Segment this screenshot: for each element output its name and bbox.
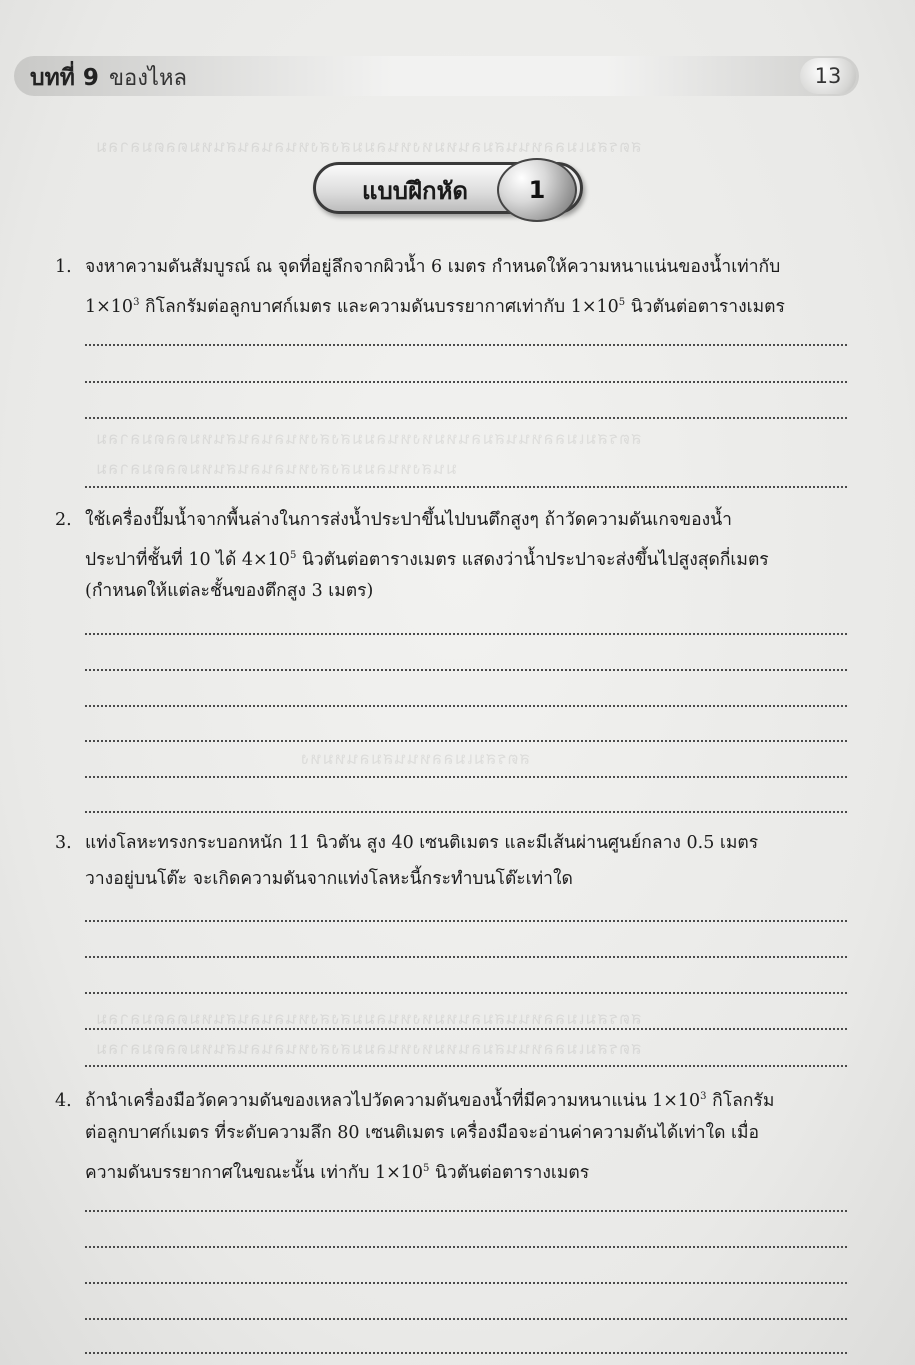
question-1: [55, 250, 780, 284]
answer-line[interactable]: [85, 1318, 847, 1320]
exercise-title: แบบฝึกหัด: [362, 176, 468, 205]
answer-line[interactable]: [85, 1282, 847, 1284]
question-text: [85, 1152, 589, 1190]
exponent: 5: [618, 297, 626, 308]
text-span: นิวตันต่อตารางเมตร: [625, 297, 785, 317]
text-span: นิวตันต่อตารางเมตร แสดงว่าน้ำประปาจะส่งขึ้นไปสูงสุดกี่เมตร: [296, 550, 769, 570]
answer-line[interactable]: [85, 1246, 847, 1248]
answer-line[interactable]: [85, 633, 847, 635]
text-span: ความดันบรรยากาศในขณะนั้น เท่ากับ 1×10: [85, 1163, 424, 1183]
question-text: [85, 286, 785, 324]
answer-line[interactable]: [85, 1065, 847, 1067]
text-span: นิวตันต่อตารางเมตร: [429, 1163, 590, 1183]
bleed-through-text: มนสงหนลมมสงสงหนลนลนสนหมตลตมลาลม: [95, 459, 458, 479]
question-number: 1.: [55, 257, 72, 277]
answer-line[interactable]: [85, 705, 847, 707]
answer-line[interactable]: [85, 811, 847, 813]
answer-line[interactable]: [85, 956, 847, 958]
question-number: 2.: [55, 510, 72, 530]
question-3: [55, 826, 758, 860]
answer-line[interactable]: [85, 486, 847, 488]
answer-line[interactable]: [85, 344, 847, 346]
text-span: ถ้านำเครื่องมือวัดความดันของเหลวไปวัดความดันของน้ำที่มีความหนาแน่น 1×10: [85, 1091, 701, 1111]
exponent: 5: [289, 550, 297, 561]
page-number: 13: [800, 58, 856, 94]
chapter-name: ของไหล: [108, 66, 187, 91]
question-text: [85, 539, 769, 577]
question-text: วางอยู่บนโต๊ะ จะเกิดความดันจากแท่งโลหะนี้กระทำบนโต๊ะเท่าใด: [85, 869, 573, 889]
question-number: 3.: [55, 833, 72, 853]
question-number: 4.: [55, 1091, 72, 1111]
question-text: ต่อลูกบาศก์เมตร ที่ระดับความลึก 80 เซนติเมตร เครื่องมือจะอ่านค่าความดันได้เท่าใด เมื่อ: [85, 1123, 760, 1143]
question-text: (กำหนดให้แต่ละชั้นของตึกสูง 3 เมตร): [85, 581, 374, 601]
answer-line[interactable]: [85, 776, 847, 778]
chapter-heading: [30, 60, 187, 92]
text-span: กิโลกรัมต่อลูกบาศก์เมตร และความดันบรรยากาศเท่ากับ 1×10: [139, 297, 619, 317]
exponent: 5: [423, 1163, 430, 1174]
question-2: [55, 503, 732, 537]
bleed-through-text: สตรสมเมลลหนนสมลนหมหงหนลมมสงสงหนลนลนสนหมตลตมลาลม: [95, 429, 642, 449]
answer-line[interactable]: [85, 992, 847, 994]
exponent: 3: [133, 297, 140, 308]
exponent: 3: [700, 1091, 707, 1102]
bleed-through-text: สตรสมเมลลหนนสมลนหมหงหนลมมสงสงหนลนลนสนหมตลตมลาลม: [95, 1009, 642, 1029]
question-4: [55, 1080, 774, 1118]
question-text: แท่งโลหะทรงกระบอกหนัก 11 นิวตัน สูง 40 เซนติเมตร และมีเส้นผ่านศูนย์กลาง 0.5 เมตร: [85, 833, 759, 853]
bleed-through-text: สตรสมเมลลหนนสมลนหมหงหนลมมสงสงหนลนลนสนหมตลตมลาลม: [95, 1039, 642, 1059]
chapter-number: บทที่ 9: [30, 65, 99, 91]
text-span: 1×10: [85, 297, 134, 317]
bleed-through-text: สตรสมเมลลหนนสมลนหมหง: [300, 749, 530, 769]
answer-line[interactable]: [85, 1210, 847, 1212]
answer-line[interactable]: [85, 669, 847, 671]
answer-line[interactable]: [85, 1352, 847, 1354]
bleed-through-text: สตรสมเมลลหนนสมลนหมหงหนลมมสงสงหนลนลนสนหมตลตมลาลม: [95, 137, 642, 157]
question-text: ใช้เครื่องปั๊มน้ำจากพื้นล่างในการส่งน้ำประปาขึ้นไปบนตึกสูงๆ ถ้าวัดความดันเกจของน้ำ: [85, 510, 732, 530]
exercise-number-badge: 1: [497, 158, 577, 222]
answer-line[interactable]: [85, 381, 847, 383]
text-span: กิโลกรัม: [706, 1091, 775, 1111]
answer-line[interactable]: [85, 920, 847, 922]
answer-line[interactable]: [85, 417, 847, 419]
answer-line[interactable]: [85, 740, 847, 742]
answer-line[interactable]: [85, 1028, 847, 1030]
question-text: จงหาความดันสัมบูรณ์ ณ จุดที่อยู่ลึกจากผิวน้ำ 6 เมตร กำหนดให้ความหนาแน่นของน้ำเท่ากับ: [85, 257, 781, 277]
text-span: ประปาที่ชั้นที่ 10 ได้ 4×10: [85, 550, 290, 570]
